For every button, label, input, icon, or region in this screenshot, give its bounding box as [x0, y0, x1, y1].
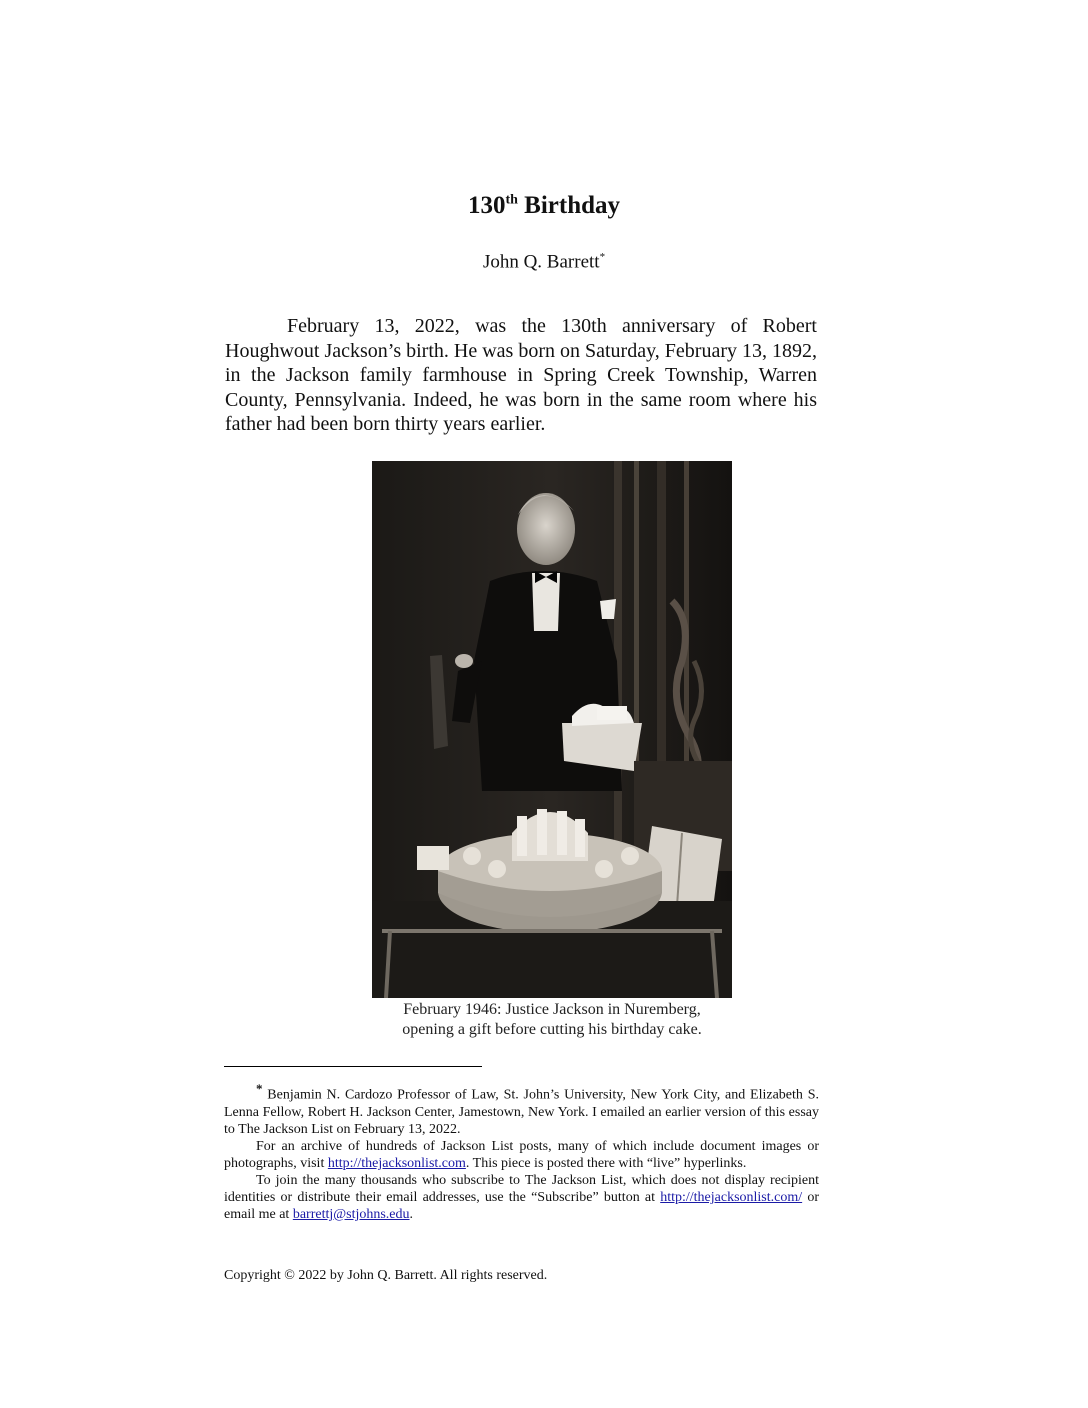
- title-text: Birthday: [517, 192, 621, 219]
- body-paragraph: [225, 314, 817, 437]
- author-line: [0, 251, 1088, 273]
- footnote-3: [224, 1172, 819, 1223]
- historical-photo: [372, 461, 732, 998]
- title-number: 130: [467, 192, 506, 219]
- author-footnote-mark: *: [599, 251, 606, 263]
- footnote-1-text: Benjamin N. Cardozo Professor of Law, St. John’s University, New York City, and Elizabeth S. Lenna Fellow, Robert H. Jackson Center, Jamestown, New York. I emailed an earlier version of this essay to The Jackson List on February 13, 2022.: [224, 1087, 819, 1137]
- jacksonlist-link[interactable]: http://thejacksonlist.com: [327, 1155, 466, 1171]
- footnote-3-text-b: or email me at: [224, 1189, 819, 1222]
- photo-illustration: [372, 461, 732, 998]
- footnote-3-text-c: .: [409, 1206, 414, 1222]
- title-superscript: th: [505, 192, 518, 208]
- footnote-mark: *: [256, 1081, 263, 1096]
- footnote-2: [224, 1138, 819, 1172]
- footnote-1: [224, 1080, 819, 1138]
- footnote-3-text-a: To join the many thousands who subscribe to The Jackson List, which does not display recipient identities or distribute their email addresses, use the “Subscribe” button at: [224, 1172, 819, 1205]
- footnote-2-text-a: For an archive of hundreds of Jackson List posts, many of which include document images or photographs, visit: [224, 1138, 819, 1171]
- body-paragraph-text: February 13, 2022, was the 130th anniversary of Robert Houghwout Jackson’s birth. He was born on Saturday, February 13, 1892, in the Jackson family farmhouse in Spring Creek Township, Warren County, Pennsylvania. Indeed, he was born in the same room where his father had been born thirty years earlier.: [225, 315, 817, 435]
- caption-line-2: opening a gift before cutting his birthday cake.: [402, 1021, 702, 1038]
- email-link[interactable]: barrettj@stjohns.edu: [292, 1206, 410, 1222]
- footnote-divider: [224, 1066, 482, 1067]
- photo-caption: [340, 1000, 764, 1040]
- author-name: John Q. Barrett: [482, 251, 600, 273]
- copyright-notice: Copyright © 2022 by John Q. Barrett. All rights reserved.: [224, 1268, 548, 1283]
- caption-line-1: February 1946: Justice Jackson in Nuremberg,: [403, 1001, 701, 1018]
- footnotes: [224, 1080, 819, 1223]
- page-title: [0, 192, 1088, 220]
- footnote-2-text-b: . This piece is posted there with “live” hyperlinks.: [465, 1155, 747, 1171]
- subscribe-link[interactable]: http://thejacksonlist.com/: [660, 1189, 803, 1205]
